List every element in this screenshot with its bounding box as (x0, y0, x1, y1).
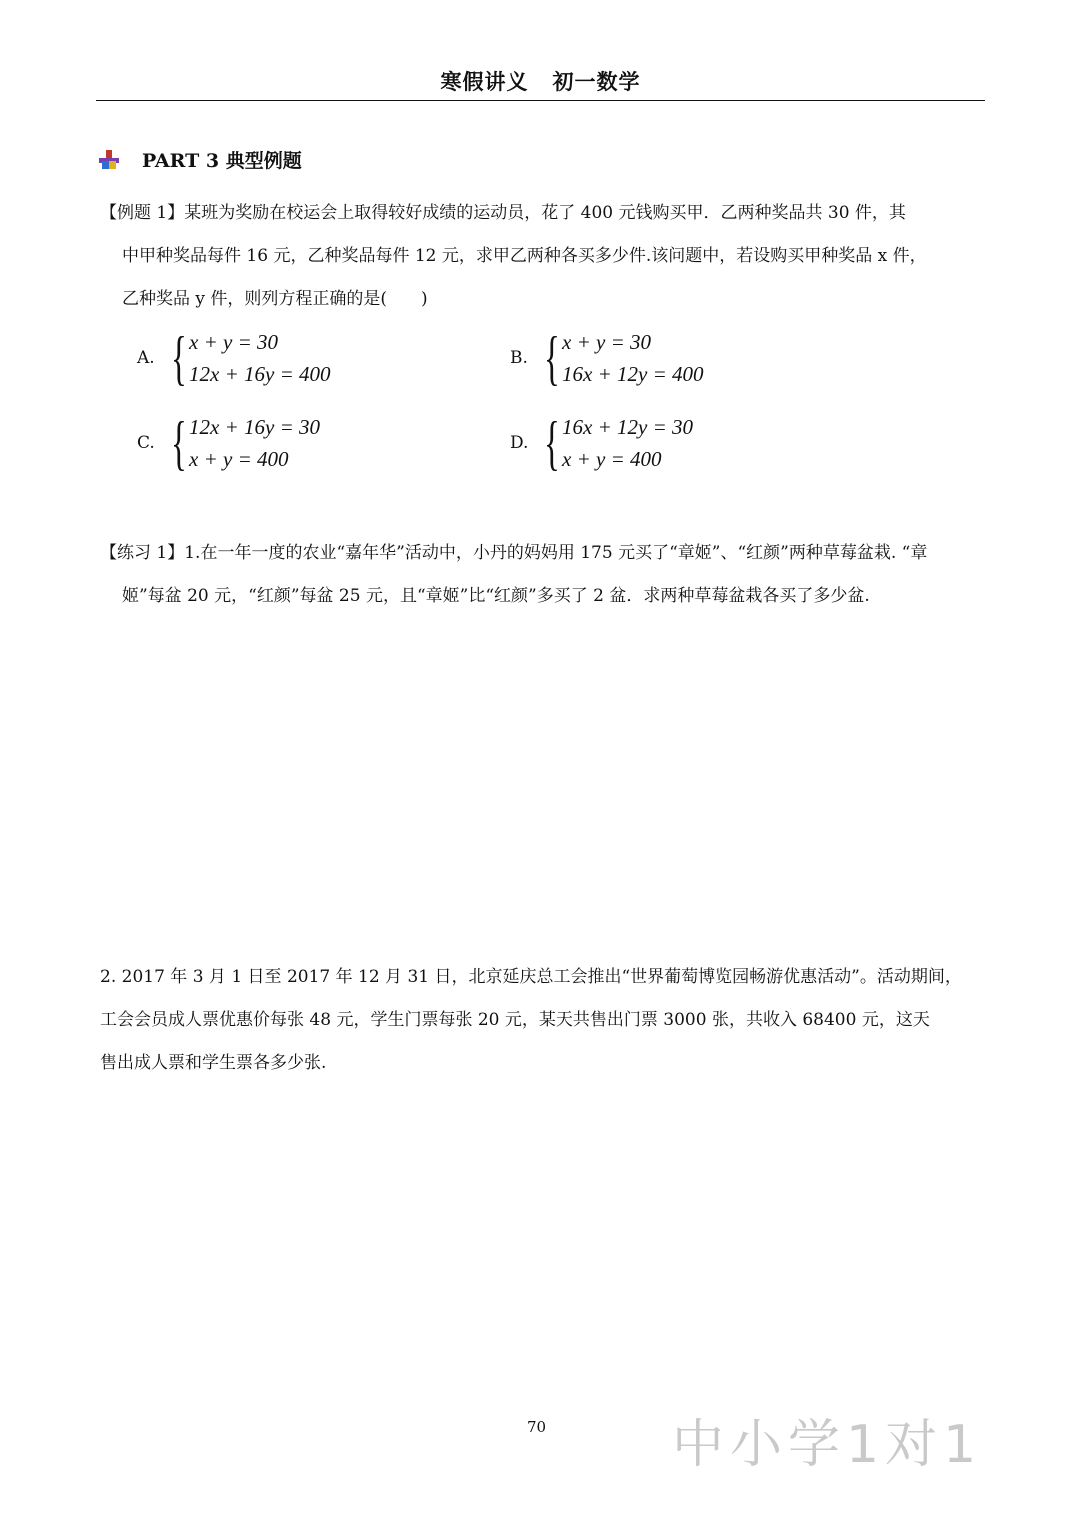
brace-icon: { (171, 325, 187, 391)
option-c-eq2: x + y = 400 (189, 447, 289, 471)
brace-icon: { (171, 410, 187, 476)
option-b-eq2: 16x + 12y = 400 (562, 362, 704, 386)
brace-icon: { (544, 325, 560, 391)
option-d-eq1: 16x + 12y = 30 (562, 415, 693, 439)
section-heading (98, 146, 302, 173)
option-d (510, 411, 693, 475)
option-c-label: C. (137, 433, 155, 453)
option-b-equations (562, 326, 703, 390)
option-c-eq1: 12x + 16y = 30 (189, 415, 320, 439)
option-a (137, 326, 330, 390)
section-bullet-icon (98, 149, 120, 171)
practice1-line1: 【练习 1】1.在一年一度的农业“嘉年华”活动中，小丹的妈妈用 175 元买了“章姬”、“红颜”两种草莓盆栽. “章 (100, 543, 928, 563)
option-b (510, 326, 703, 390)
section-title: PART 3 典型例题 (142, 150, 302, 172)
practice2-line3: 售出成人票和学生票各多少张. (100, 1053, 327, 1073)
option-a-equations (189, 326, 330, 390)
option-d-label: D. (510, 433, 529, 453)
header-title-left: 寒假讲义 (440, 70, 529, 94)
example1-line1: 【例题 1】某班为奖励在校运会上取得较好成绩的运动员，花了 400 元钱购买甲．乙两种奖品共 30 件，其 (100, 203, 906, 223)
option-a-label: A. (137, 348, 155, 368)
option-d-eq2: x + y = 400 (562, 447, 662, 471)
header-rule (96, 100, 985, 101)
page-number: 70 (527, 1418, 547, 1436)
option-a-eq2: 12x + 16y = 400 (189, 362, 331, 386)
practice2-line2: 工会会员成人票优惠价每张 48 元，学生门票每张 20 元，某天共售出门票 3000 张，共收入 68400 元，这天 (100, 1010, 930, 1030)
example1-line2: 中甲种奖品每件 16 元，乙种奖品每件 12 元，求甲乙两种各买多少件.该问题中，若设购买甲种奖品 x 件， (122, 246, 927, 266)
example1-line3: 乙种奖品 y 件，则列方程正确的是( ) (122, 289, 428, 309)
option-b-eq1: x + y = 30 (562, 330, 651, 354)
header-title (96, 66, 985, 96)
practice2-line1: 2. 2017 年 3 月 1 日至 2017 年 12 月 31 日，北京延庆总工会推出“世界葡萄博览园畅游优惠活动”。活动期间， (100, 967, 962, 987)
option-b-label: B. (510, 348, 528, 368)
practice1-line2: 姬”每盆 20 元，“红颜”每盆 25 元，且“章姬”比“红颜”多买了 2 盆．求两种草莓盆栽各买了多少盆. (122, 586, 870, 606)
option-d-equations (562, 411, 693, 475)
option-c (137, 411, 320, 475)
header-title-right: 初一数学 (552, 70, 641, 94)
brace-icon: { (544, 410, 560, 476)
option-c-equations (189, 411, 320, 475)
option-a-eq1: x + y = 30 (189, 330, 278, 354)
watermark: 中小学1对1 (672, 1415, 983, 1475)
